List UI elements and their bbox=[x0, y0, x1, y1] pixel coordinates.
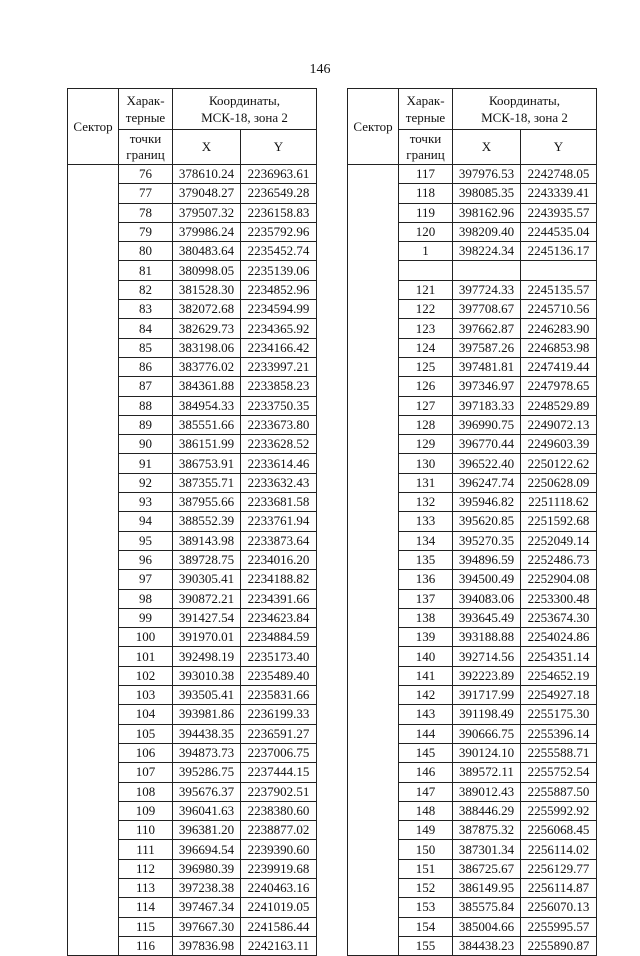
points-header bbox=[399, 89, 453, 130]
right-table-body bbox=[348, 165, 597, 956]
point-cell: 140 bbox=[399, 647, 453, 666]
y-coordinate-cell: 2236199.33 bbox=[241, 705, 317, 724]
y-coordinate-cell: 2243339.41 bbox=[521, 184, 597, 203]
x-coordinate-cell: 394873.73 bbox=[173, 743, 241, 762]
sector-cell bbox=[348, 165, 399, 956]
y-coordinate-cell: 2253674.30 bbox=[521, 608, 597, 627]
y-coordinate-cell: 2247978.65 bbox=[521, 377, 597, 396]
x-coordinate-cell: 396381.20 bbox=[173, 821, 241, 840]
x-coordinate-cell: 397587.26 bbox=[453, 338, 521, 357]
x-coordinate-cell: 394083.06 bbox=[453, 589, 521, 608]
x-coordinate-cell: 393010.38 bbox=[173, 666, 241, 685]
y-coordinate-cell: 2233761.94 bbox=[241, 512, 317, 531]
point-cell: 147 bbox=[399, 782, 453, 801]
x-coordinate-cell: 392498.19 bbox=[173, 647, 241, 666]
point-cell: 104 bbox=[119, 705, 173, 724]
x-coordinate-cell: 386753.91 bbox=[173, 454, 241, 473]
x-coordinate-cell: 381528.30 bbox=[173, 280, 241, 299]
x-coordinate-cell: 391717.99 bbox=[453, 686, 521, 705]
x-coordinate-cell: 391198.49 bbox=[453, 705, 521, 724]
point-cell: 87 bbox=[119, 377, 173, 396]
x-coordinate-cell: 384954.33 bbox=[173, 396, 241, 415]
points-header-line1: Харак- bbox=[406, 93, 445, 108]
y-coordinate-cell: 2236963.61 bbox=[241, 165, 317, 184]
y-coordinate-cell: 2241019.05 bbox=[241, 898, 317, 917]
points-header-line3: точки bbox=[129, 131, 162, 146]
y-coordinate-cell: 2252904.08 bbox=[521, 570, 597, 589]
point-cell: 129 bbox=[399, 435, 453, 454]
point-cell: 110 bbox=[119, 821, 173, 840]
x-coordinate-cell: 389572.11 bbox=[453, 763, 521, 782]
point-cell: 150 bbox=[399, 840, 453, 859]
point-cell: 109 bbox=[119, 801, 173, 820]
y-coordinate-cell: 2239390.60 bbox=[241, 840, 317, 859]
x-coordinate-cell: 388446.29 bbox=[453, 801, 521, 820]
point-cell: 119 bbox=[399, 203, 453, 222]
x-coordinate-cell: 394438.35 bbox=[173, 724, 241, 743]
x-coordinate-cell: 393505.41 bbox=[173, 686, 241, 705]
x-coordinate-cell: 397724.33 bbox=[453, 280, 521, 299]
y-coordinate-cell: 2256129.77 bbox=[521, 859, 597, 878]
y-coordinate-cell: 2241586.44 bbox=[241, 917, 317, 936]
x-coordinate-cell: 397836.98 bbox=[173, 936, 241, 955]
point-cell: 97 bbox=[119, 570, 173, 589]
point-cell: 107 bbox=[119, 763, 173, 782]
y-coordinate-cell: 2237902.51 bbox=[241, 782, 317, 801]
point-cell: 132 bbox=[399, 493, 453, 512]
x-coordinate-cell: 386151.99 bbox=[173, 435, 241, 454]
point-cell: 1 bbox=[399, 242, 453, 261]
x-coordinate-cell: 385004.66 bbox=[453, 917, 521, 936]
y-coordinate-cell: 2250628.09 bbox=[521, 473, 597, 492]
x-coordinate-cell: 386149.95 bbox=[453, 878, 521, 897]
x-coordinate-cell: 398224.34 bbox=[453, 242, 521, 261]
point-cell: 120 bbox=[399, 222, 453, 241]
point-cell: 78 bbox=[119, 203, 173, 222]
points-header-line4: границ bbox=[126, 147, 165, 162]
y-coordinate-cell: 2252049.14 bbox=[521, 531, 597, 550]
y-coordinate-cell: 2255992.92 bbox=[521, 801, 597, 820]
point-cell: 149 bbox=[399, 821, 453, 840]
y-coordinate-cell: 2247419.44 bbox=[521, 357, 597, 376]
point-cell: 135 bbox=[399, 550, 453, 569]
points-header-sub bbox=[399, 130, 453, 165]
point-cell: 92 bbox=[119, 473, 173, 492]
y-coordinate-cell: 2235489.40 bbox=[241, 666, 317, 685]
point-cell: 142 bbox=[399, 686, 453, 705]
x-coordinate-cell: 393645.49 bbox=[453, 608, 521, 627]
point-cell: 146 bbox=[399, 763, 453, 782]
y-coordinate-cell: 2236591.27 bbox=[241, 724, 317, 743]
x-coordinate-cell: 392223.89 bbox=[453, 666, 521, 685]
points-header-line3: точки bbox=[409, 131, 442, 146]
x-coordinate-cell: 393981.86 bbox=[173, 705, 241, 724]
point-cell: 108 bbox=[119, 782, 173, 801]
x-coordinate-cell: 395946.82 bbox=[453, 493, 521, 512]
left-table-body bbox=[68, 165, 317, 956]
y-coordinate-cell: 2256114.02 bbox=[521, 840, 597, 859]
y-coordinate-cell: 2256068.45 bbox=[521, 821, 597, 840]
y-header: Y bbox=[241, 130, 317, 165]
y-coordinate-cell: 2251592.68 bbox=[521, 512, 597, 531]
y-coordinate-cell: 2238877.02 bbox=[241, 821, 317, 840]
point-cell: 118 bbox=[399, 184, 453, 203]
y-coordinate-cell: 2237006.75 bbox=[241, 743, 317, 762]
point-cell: 86 bbox=[119, 357, 173, 376]
points-header bbox=[119, 89, 173, 130]
y-coordinate-cell: 2234594.99 bbox=[241, 300, 317, 319]
point-cell: 113 bbox=[119, 878, 173, 897]
y-coordinate-cell: 2235452.74 bbox=[241, 242, 317, 261]
x-coordinate-cell: 396522.40 bbox=[453, 454, 521, 473]
coords-header bbox=[453, 89, 597, 130]
x-coordinate-cell: 378610.24 bbox=[173, 165, 241, 184]
point-cell: 138 bbox=[399, 608, 453, 627]
y-coordinate-cell: 2250122.62 bbox=[521, 454, 597, 473]
y-coordinate-cell: 2233750.35 bbox=[241, 396, 317, 415]
y-coordinate-cell: 2233997.21 bbox=[241, 357, 317, 376]
point-cell: 152 bbox=[399, 878, 453, 897]
y-coordinate-cell: 2236158.83 bbox=[241, 203, 317, 222]
x-coordinate-cell: 397183.33 bbox=[453, 396, 521, 415]
point-cell: 102 bbox=[119, 666, 173, 685]
point-cell: 84 bbox=[119, 319, 173, 338]
point-cell: 141 bbox=[399, 666, 453, 685]
x-coordinate-cell: 385551.66 bbox=[173, 415, 241, 434]
y-coordinate-cell: 2234188.82 bbox=[241, 570, 317, 589]
y-coordinate-cell: 2233673.80 bbox=[241, 415, 317, 434]
coords-header-line2: МСК-18, зона 2 bbox=[481, 110, 568, 125]
y-coordinate-cell: 2245135.57 bbox=[521, 280, 597, 299]
x-coordinate-cell: 384361.88 bbox=[173, 377, 241, 396]
point-cell: 85 bbox=[119, 338, 173, 357]
point-cell: 79 bbox=[119, 222, 173, 241]
point-cell: 100 bbox=[119, 628, 173, 647]
y-coordinate-cell: 2234884.59 bbox=[241, 628, 317, 647]
x-coordinate-cell: 387955.66 bbox=[173, 493, 241, 512]
y-coordinate-cell: 2233681.58 bbox=[241, 493, 317, 512]
y-coordinate-cell: 2254351.14 bbox=[521, 647, 597, 666]
sector-cell bbox=[68, 165, 119, 956]
y-coordinate-cell: 2254927.18 bbox=[521, 686, 597, 705]
y-coordinate-cell: 2252486.73 bbox=[521, 550, 597, 569]
y-coordinate-cell: 2254024.86 bbox=[521, 628, 597, 647]
y-coordinate-cell: 2235792.96 bbox=[241, 222, 317, 241]
point-cell: 111 bbox=[119, 840, 173, 859]
x-coordinate-cell: 389143.98 bbox=[173, 531, 241, 550]
point-cell: 95 bbox=[119, 531, 173, 550]
y-coordinate-cell: 2234166.42 bbox=[241, 338, 317, 357]
point-cell: 124 bbox=[399, 338, 453, 357]
point-cell: 127 bbox=[399, 396, 453, 415]
y-coordinate-cell: 2238380.60 bbox=[241, 801, 317, 820]
y-coordinate-cell: 2234365.92 bbox=[241, 319, 317, 338]
point-cell: 133 bbox=[399, 512, 453, 531]
point-cell: 143 bbox=[399, 705, 453, 724]
x-coordinate-cell: 397976.53 bbox=[453, 165, 521, 184]
page-number: 146 bbox=[309, 62, 331, 77]
point-cell: 144 bbox=[399, 724, 453, 743]
point-cell: 122 bbox=[399, 300, 453, 319]
y-coordinate-cell: 2245136.17 bbox=[521, 242, 597, 261]
point-cell: 139 bbox=[399, 628, 453, 647]
point-cell: 103 bbox=[119, 686, 173, 705]
x-coordinate-cell: 396980.39 bbox=[173, 859, 241, 878]
y-coordinate-cell: 2233858.23 bbox=[241, 377, 317, 396]
point-cell: 83 bbox=[119, 300, 173, 319]
point-cell: 76 bbox=[119, 165, 173, 184]
point-cell: 154 bbox=[399, 917, 453, 936]
x-coordinate-cell: 387355.71 bbox=[173, 473, 241, 492]
point-cell: 77 bbox=[119, 184, 173, 203]
x-coordinate-cell: 396694.54 bbox=[173, 840, 241, 859]
coords-header bbox=[173, 89, 317, 130]
x-coordinate-cell: 387875.32 bbox=[453, 821, 521, 840]
x-coordinate-cell: 379986.24 bbox=[173, 222, 241, 241]
y-coordinate-cell: 2234623.84 bbox=[241, 608, 317, 627]
x-coordinate-cell: 396041.63 bbox=[173, 801, 241, 820]
point-cell: 90 bbox=[119, 435, 173, 454]
x-coordinate-cell: 379048.27 bbox=[173, 184, 241, 203]
y-coordinate-cell: 2246283.90 bbox=[521, 319, 597, 338]
y-coordinate-cell: 2255175.30 bbox=[521, 705, 597, 724]
y-coordinate-cell: 2242163.11 bbox=[241, 936, 317, 955]
x-coordinate-cell: 384438.23 bbox=[453, 936, 521, 955]
x-coordinate-cell: 397708.67 bbox=[453, 300, 521, 319]
x-coordinate-cell: 398162.96 bbox=[453, 203, 521, 222]
point-cell: 91 bbox=[119, 454, 173, 473]
coords-header-line2: МСК-18, зона 2 bbox=[201, 110, 288, 125]
x-coordinate-cell: 393188.88 bbox=[453, 628, 521, 647]
point-cell: 106 bbox=[119, 743, 173, 762]
y-coordinate-cell: 2255890.87 bbox=[521, 936, 597, 955]
point-cell: 115 bbox=[119, 917, 173, 936]
x-header: X bbox=[173, 130, 241, 165]
point-cell: 96 bbox=[119, 550, 173, 569]
point-cell: 151 bbox=[399, 859, 453, 878]
x-coordinate-cell: 396990.75 bbox=[453, 415, 521, 434]
y-coordinate-cell: 2239919.68 bbox=[241, 859, 317, 878]
point-cell: 112 bbox=[119, 859, 173, 878]
x-coordinate-cell: 386725.67 bbox=[453, 859, 521, 878]
x-coordinate-cell: 397238.38 bbox=[173, 878, 241, 897]
x-coordinate-cell: 389728.75 bbox=[173, 550, 241, 569]
empty-cell bbox=[399, 261, 453, 280]
empty-cell bbox=[453, 261, 521, 280]
y-coordinate-cell: 2234016.20 bbox=[241, 550, 317, 569]
point-cell: 128 bbox=[399, 415, 453, 434]
point-cell: 136 bbox=[399, 570, 453, 589]
x-coordinate-cell: 395270.35 bbox=[453, 531, 521, 550]
table-row bbox=[348, 165, 597, 184]
point-cell: 155 bbox=[399, 936, 453, 955]
x-coordinate-cell: 394896.59 bbox=[453, 550, 521, 569]
point-cell: 98 bbox=[119, 589, 173, 608]
x-coordinate-cell: 397346.97 bbox=[453, 377, 521, 396]
points-header-line4: границ bbox=[406, 147, 445, 162]
y-coordinate-cell: 2233632.43 bbox=[241, 473, 317, 492]
x-coordinate-cell: 392714.56 bbox=[453, 647, 521, 666]
point-cell: 137 bbox=[399, 589, 453, 608]
y-coordinate-cell: 2246853.98 bbox=[521, 338, 597, 357]
x-coordinate-cell: 395620.85 bbox=[453, 512, 521, 531]
point-cell: 80 bbox=[119, 242, 173, 261]
y-coordinate-cell: 2255995.57 bbox=[521, 917, 597, 936]
y-coordinate-cell: 2245710.56 bbox=[521, 300, 597, 319]
y-coordinate-cell: 2256070.13 bbox=[521, 898, 597, 917]
point-cell: 89 bbox=[119, 415, 173, 434]
coords-header-line1: Координаты, bbox=[489, 93, 560, 108]
point-cell: 101 bbox=[119, 647, 173, 666]
y-coordinate-cell: 2235173.40 bbox=[241, 647, 317, 666]
point-cell: 134 bbox=[399, 531, 453, 550]
x-coordinate-cell: 382629.73 bbox=[173, 319, 241, 338]
x-coordinate-cell: 390666.75 bbox=[453, 724, 521, 743]
point-cell: 116 bbox=[119, 936, 173, 955]
y-header: Y bbox=[521, 130, 597, 165]
x-coordinate-cell: 397467.34 bbox=[173, 898, 241, 917]
x-coordinate-cell: 394500.49 bbox=[453, 570, 521, 589]
y-coordinate-cell: 2235139.06 bbox=[241, 261, 317, 280]
point-cell: 145 bbox=[399, 743, 453, 762]
x-coordinate-cell: 397662.87 bbox=[453, 319, 521, 338]
x-coordinate-cell: 382072.68 bbox=[173, 300, 241, 319]
point-cell: 88 bbox=[119, 396, 173, 415]
coordinates-table-right bbox=[347, 88, 597, 956]
y-coordinate-cell: 2234852.96 bbox=[241, 280, 317, 299]
y-coordinate-cell: 2234391.66 bbox=[241, 589, 317, 608]
x-coordinate-cell: 396247.74 bbox=[453, 473, 521, 492]
x-coordinate-cell: 379507.32 bbox=[173, 203, 241, 222]
x-coordinate-cell: 395676.37 bbox=[173, 782, 241, 801]
y-coordinate-cell: 2248529.89 bbox=[521, 396, 597, 415]
points-header-sub bbox=[119, 130, 173, 165]
y-coordinate-cell: 2249603.39 bbox=[521, 435, 597, 454]
y-coordinate-cell: 2255752.54 bbox=[521, 763, 597, 782]
point-cell: 130 bbox=[399, 454, 453, 473]
x-coordinate-cell: 380998.05 bbox=[173, 261, 241, 280]
point-cell: 93 bbox=[119, 493, 173, 512]
x-coordinate-cell: 387301.34 bbox=[453, 840, 521, 859]
point-cell: 114 bbox=[119, 898, 173, 917]
y-coordinate-cell: 2236549.28 bbox=[241, 184, 317, 203]
x-coordinate-cell: 383776.02 bbox=[173, 357, 241, 376]
y-coordinate-cell: 2242748.05 bbox=[521, 165, 597, 184]
y-coordinate-cell: 2251118.62 bbox=[521, 493, 597, 512]
sector-header: Сектор bbox=[348, 89, 399, 165]
x-coordinate-cell: 398085.35 bbox=[453, 184, 521, 203]
point-cell: 131 bbox=[399, 473, 453, 492]
table-row bbox=[68, 165, 317, 184]
y-coordinate-cell: 2233628.52 bbox=[241, 435, 317, 454]
sector-header: Сектор bbox=[68, 89, 119, 165]
point-cell: 125 bbox=[399, 357, 453, 376]
empty-cell bbox=[521, 261, 597, 280]
points-header-line1: Харак- bbox=[126, 93, 165, 108]
x-coordinate-cell: 391970.01 bbox=[173, 628, 241, 647]
y-coordinate-cell: 2244535.04 bbox=[521, 222, 597, 241]
x-coordinate-cell: 385575.84 bbox=[453, 898, 521, 917]
y-coordinate-cell: 2256114.87 bbox=[521, 878, 597, 897]
x-coordinate-cell: 390305.41 bbox=[173, 570, 241, 589]
y-coordinate-cell: 2254652.19 bbox=[521, 666, 597, 685]
y-coordinate-cell: 2233614.46 bbox=[241, 454, 317, 473]
x-coordinate-cell: 390872.21 bbox=[173, 589, 241, 608]
y-coordinate-cell: 2237444.15 bbox=[241, 763, 317, 782]
points-header-line2: терные bbox=[125, 110, 166, 125]
point-cell: 153 bbox=[399, 898, 453, 917]
coords-header-line1: Координаты, bbox=[209, 93, 280, 108]
y-coordinate-cell: 2233873.64 bbox=[241, 531, 317, 550]
x-coordinate-cell: 391427.54 bbox=[173, 608, 241, 627]
x-coordinate-cell: 398209.40 bbox=[453, 222, 521, 241]
point-cell: 117 bbox=[399, 165, 453, 184]
y-coordinate-cell: 2253300.48 bbox=[521, 589, 597, 608]
x-coordinate-cell: 380483.64 bbox=[173, 242, 241, 261]
x-header: X bbox=[453, 130, 521, 165]
x-coordinate-cell: 389012.43 bbox=[453, 782, 521, 801]
point-cell: 121 bbox=[399, 280, 453, 299]
point-cell: 123 bbox=[399, 319, 453, 338]
x-coordinate-cell: 383198.06 bbox=[173, 338, 241, 357]
x-coordinate-cell: 395286.75 bbox=[173, 763, 241, 782]
x-coordinate-cell: 397481.81 bbox=[453, 357, 521, 376]
point-cell: 94 bbox=[119, 512, 173, 531]
point-cell: 105 bbox=[119, 724, 173, 743]
x-coordinate-cell: 390124.10 bbox=[453, 743, 521, 762]
point-cell: 126 bbox=[399, 377, 453, 396]
y-coordinate-cell: 2255588.71 bbox=[521, 743, 597, 762]
point-cell: 148 bbox=[399, 801, 453, 820]
y-coordinate-cell: 2255887.50 bbox=[521, 782, 597, 801]
point-cell: 99 bbox=[119, 608, 173, 627]
x-coordinate-cell: 397667.30 bbox=[173, 917, 241, 936]
x-coordinate-cell: 396770.44 bbox=[453, 435, 521, 454]
point-cell: 81 bbox=[119, 261, 173, 280]
y-coordinate-cell: 2255396.14 bbox=[521, 724, 597, 743]
points-header-line2: терные bbox=[405, 110, 446, 125]
y-coordinate-cell: 2235831.66 bbox=[241, 686, 317, 705]
x-coordinate-cell: 388552.39 bbox=[173, 512, 241, 531]
y-coordinate-cell: 2249072.13 bbox=[521, 415, 597, 434]
point-cell: 82 bbox=[119, 280, 173, 299]
coordinates-table-left bbox=[67, 88, 317, 956]
y-coordinate-cell: 2243935.57 bbox=[521, 203, 597, 222]
y-coordinate-cell: 2240463.16 bbox=[241, 878, 317, 897]
